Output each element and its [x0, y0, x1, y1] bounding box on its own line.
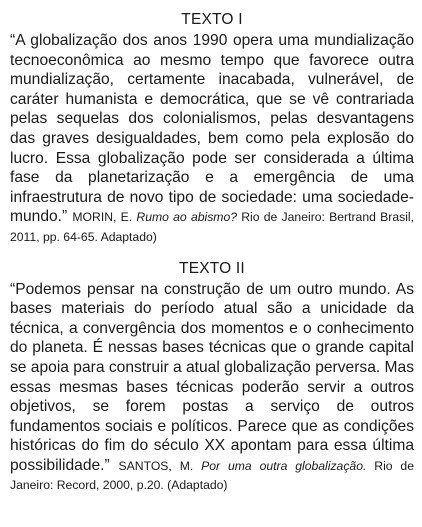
texto-1-source-title: Rumo ao abismo? — [136, 210, 238, 225]
texto-1-paragraph — [10, 31, 414, 247]
texto-2-heading: TEXTO II — [179, 259, 245, 277]
texto-2-source-details: Rio de Janeiro: Record, 2000, p.20. (Adaptado) — [10, 458, 414, 493]
texto-2-source-author: SANTOS, M. — [118, 458, 194, 473]
texto-2-paragraph — [10, 280, 414, 496]
texto-1-source-details: Rio de Janeiro: Bertrand Brasil, 2011, pp. 64-65. Adaptado) — [10, 210, 414, 244]
texto-1-quote: “A globalização dos anos 1990 opera uma mundialização tecnoeconômica ao mesmo tempo que favorece outra mundialização, certamente inacabada, vulnerável, de caráter humanista e democrática, que se vê contrariada pelas sequelas dos colonialismos, pelas desvantagens das graves desigualdades, bem como pela explosão do lucro. Essa globalização pode ser considerada a última fase da planetarização e a emergência de uma infraestrutura de novo tipo de sociedade: uma sociedade-mundo.” — [10, 32, 414, 226]
texto-1-source — [10, 210, 414, 244]
texto-2-quote: “Podemos pensar na construção de um outro mundo. As bases materiais do período atual são a unicidade da técnica, a convergência dos momentos e o conhecimento do planeta. É nessas bases técnicas que o grande capital se apoia para construir a atual globalização perversa. Mas essas mesmas bases técnicas poderão servir a outros objetivos, se forem postas a serviço de outros fundamentos sociais e políticos. Parece que as condições históricas do fim do século XX apontam para essa última possibilidade.” — [10, 280, 414, 474]
texto-1-section — [10, 10, 414, 247]
texto-2-source-title: Por uma outra globalização. — [201, 458, 367, 473]
texto-1-source-author: MORIN, E. — [72, 210, 133, 225]
texto-1-heading: TEXTO I — [181, 11, 243, 28]
texto-2-section — [10, 259, 414, 496]
